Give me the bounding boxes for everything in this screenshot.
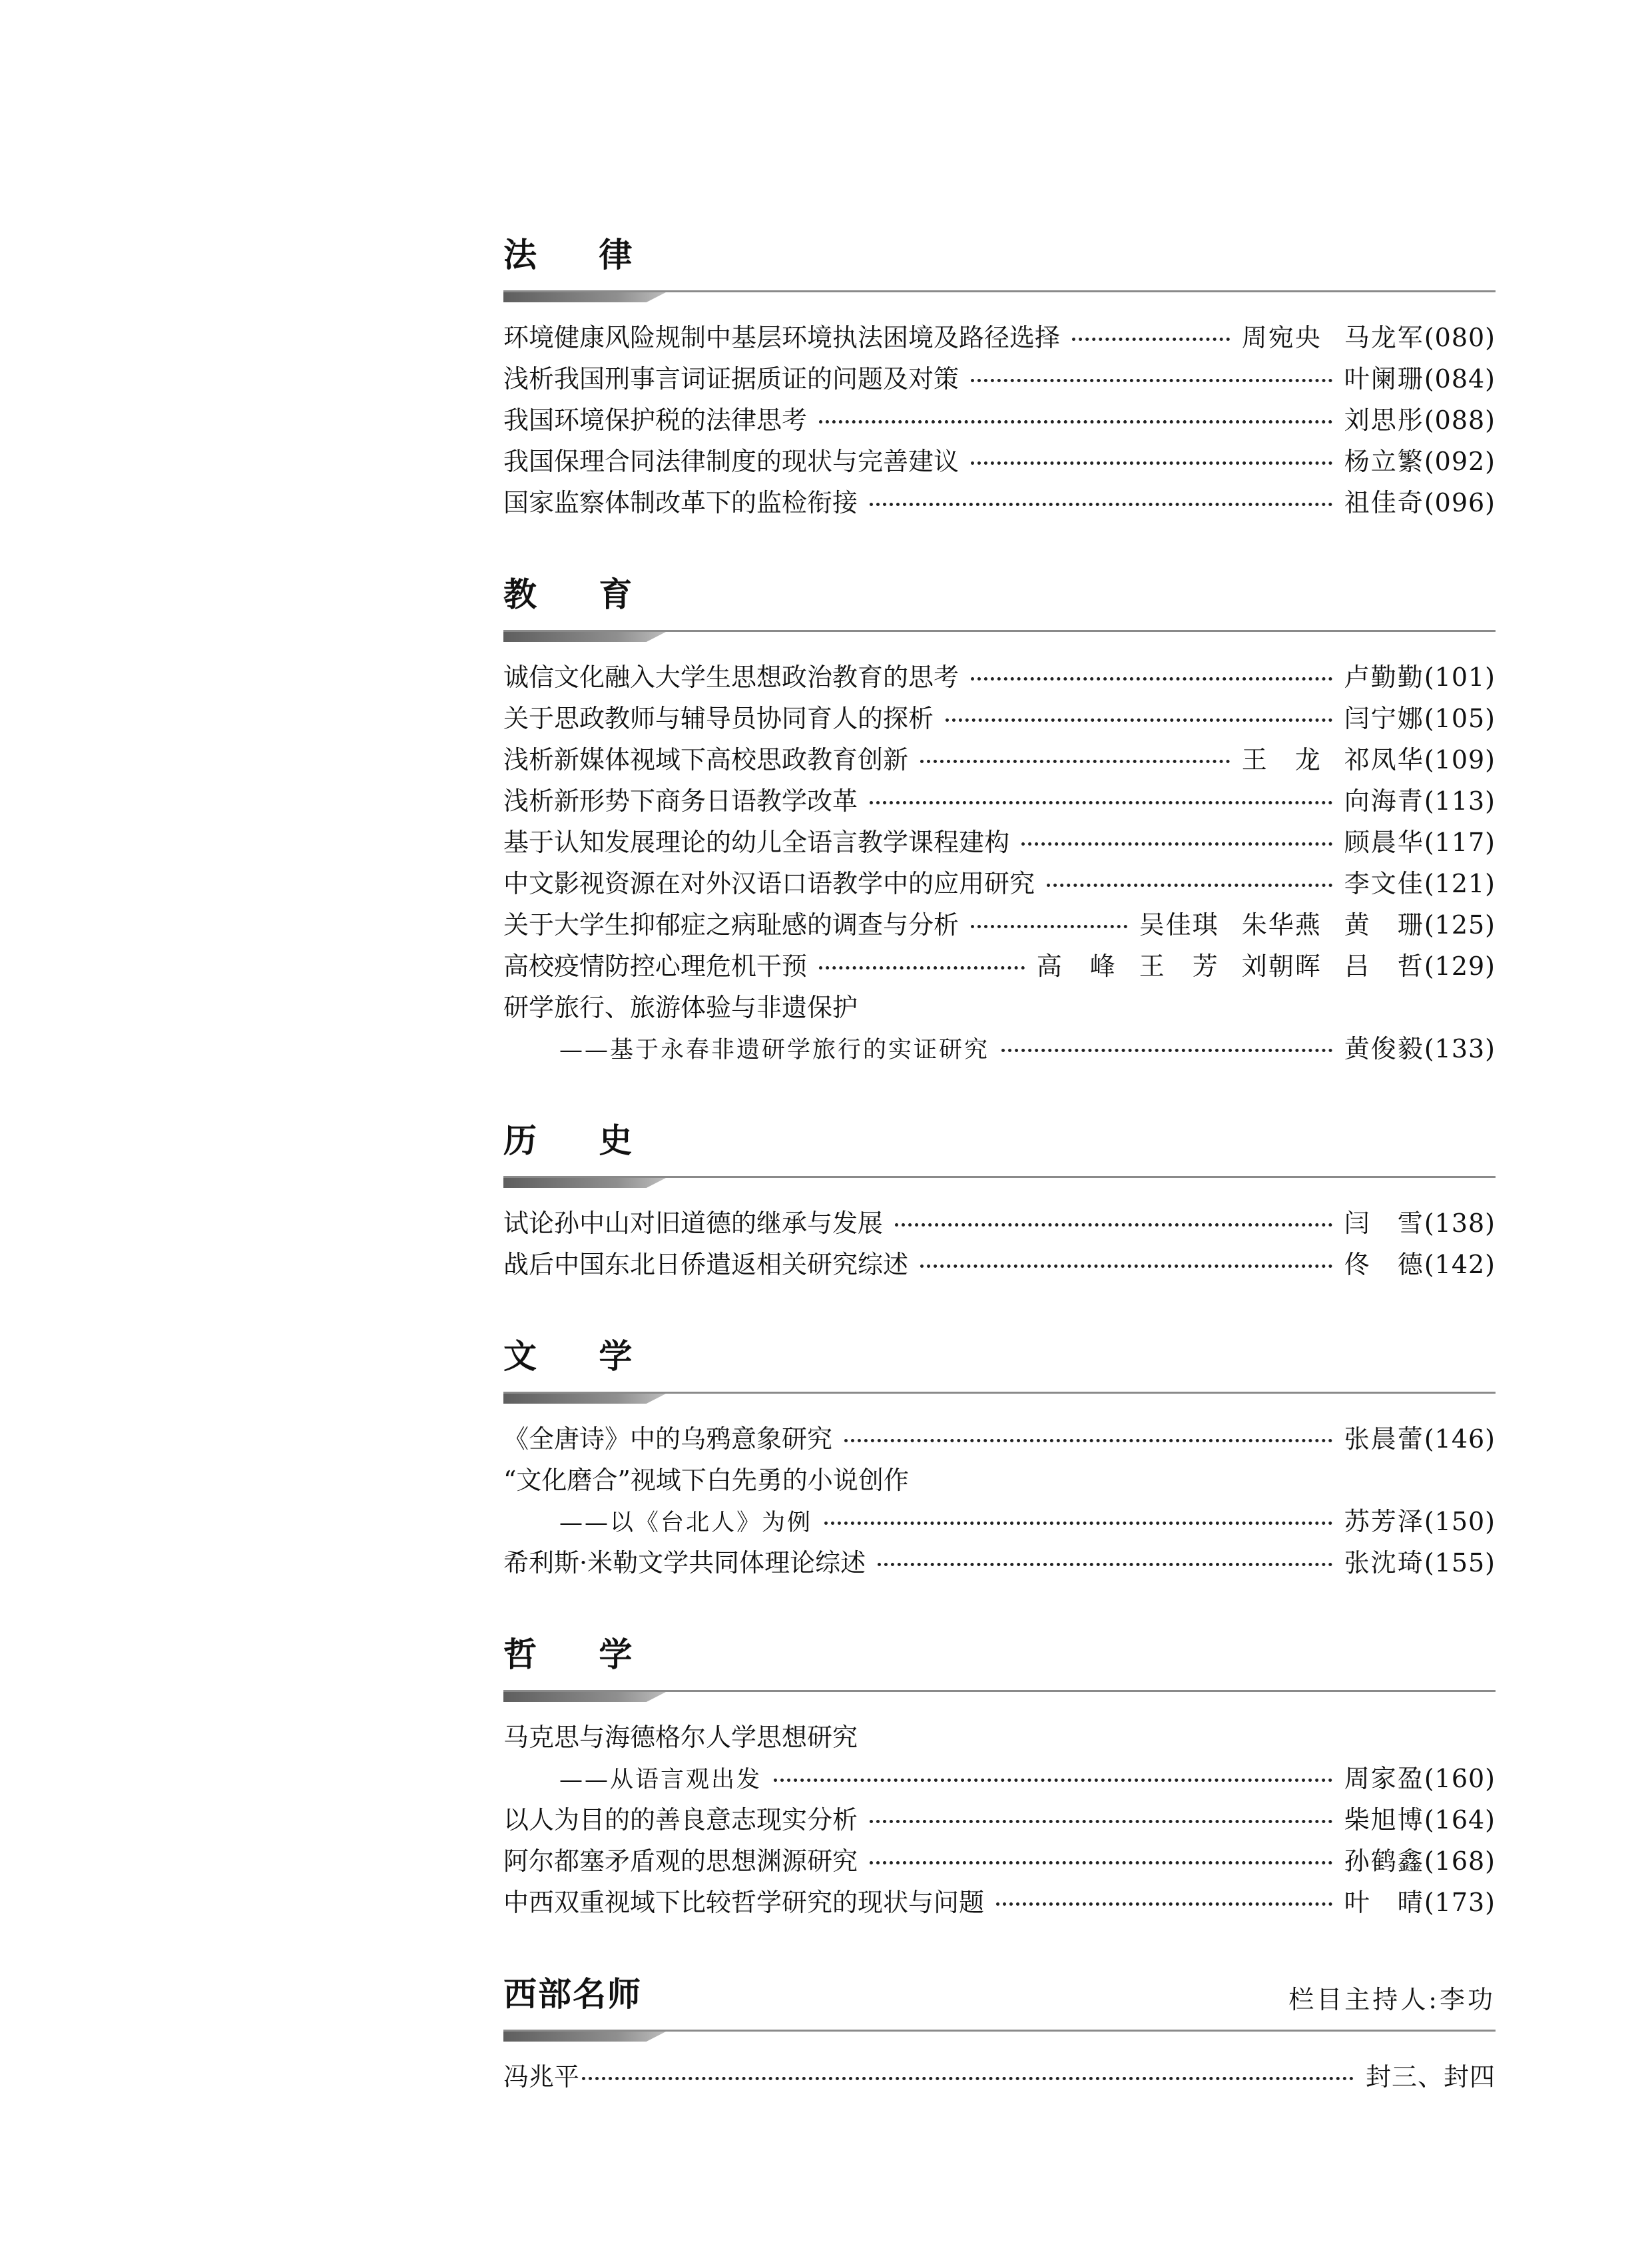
entry-authors [1139,904,1424,941]
author-name: 张沈琦 [1344,1548,1424,1577]
dot-leader [1047,884,1332,887]
entry-authors [1344,780,1424,817]
dot-leader [946,718,1332,722]
entry-title: 以人为目的的善良意志现实分析 [503,1805,858,1834]
entry-authors [1344,1799,1424,1836]
entry-authors [1344,1882,1424,1918]
section-header [503,1626,1496,1714]
entry-title: 希利斯·米勒文学共同体理论综述 [503,1548,866,1577]
dot-leader [582,2077,1354,2080]
page-number: (168) [1424,1846,1496,1876]
entry-subtitle: ——从语言观出发 [559,1767,762,1793]
author-name: 张晨蕾 [1344,1424,1424,1454]
section-title: 哲 学 [503,1635,658,1674]
toc-entry[interactable] [503,1460,1496,1501]
toc-section [503,566,1496,1069]
entry-authors [1344,1542,1424,1579]
entry-title: 高校疫情防控心理危机干预 [503,952,808,981]
entry-list [503,1717,1496,1923]
page-number: (113) [1424,786,1496,816]
toc-entry[interactable] [503,863,1496,904]
toc-entry[interactable] [503,904,1496,946]
toc-entry[interactable] [503,1758,1496,1799]
dot-leader [1021,842,1332,846]
dot-leader [895,1223,1332,1227]
author-name: 苏芳泽 [1344,1507,1424,1536]
author-name: 向海青 [1344,786,1424,816]
section-title: 历 史 [503,1121,658,1160]
section-band [503,1692,666,1702]
page-number: (155) [1424,1548,1496,1577]
page-number: (142) [1424,1250,1496,1279]
section-header [503,1328,1496,1416]
dot-leader [971,925,1127,928]
page-number: (129) [1424,952,1496,981]
author-name: 周宛央 [1241,323,1322,352]
section-band [503,292,666,302]
dot-leader [870,801,1332,804]
toc-entry[interactable] [503,987,1496,1028]
section-title: 文 学 [503,1337,658,1376]
section-rule [503,1176,1496,1178]
toc-entry[interactable] [503,739,1496,780]
author-name: 李文佳 [1344,869,1424,898]
dot-leader [824,1522,1332,1525]
entry-authors [1344,1418,1424,1455]
author-name: 吕 哲 [1344,952,1424,981]
dot-leader [971,677,1332,681]
entry-list [503,657,1496,1069]
page-number: (121) [1424,869,1496,898]
author-name: 顾晨华 [1344,828,1424,857]
toc-entry[interactable] [503,1840,1496,1882]
page-number: (125) [1424,910,1496,940]
entry-title: 环境健康风险规制中基层环境执法困境及路径选择 [503,323,1061,352]
entry-authors [1344,1244,1424,1280]
section-title: 教 育 [503,575,658,614]
toc-section [503,1328,1496,1583]
entry-authors [1344,441,1424,477]
entry-authors [1344,482,1424,519]
entry-title: 关于大学生抑郁症之病耻感的调查与分析 [503,910,960,940]
author-name: 叶阑珊 [1344,364,1424,394]
entry-title: 阿尔都塞矛盾观的思想渊源研究 [503,1846,858,1876]
entry-authors [1242,317,1424,354]
dot-leader [1072,338,1230,341]
section-band [503,1178,666,1188]
author-name: 卢勤勤 [1344,663,1424,692]
author-name: 黄俊毅 [1344,1034,1424,1063]
toc-section [503,1966,1496,2098]
author-name: 祖佳奇 [1344,488,1424,517]
page-number: (173) [1424,1888,1496,1917]
page-number: (092) [1424,447,1496,476]
entry-list [503,1203,1496,1285]
entry-list [503,1418,1496,1583]
dot-leader [971,379,1332,382]
author-name: 黄 珊 [1344,910,1424,940]
page-number: 封三、封四 [1365,2062,1496,2092]
entry-title: 冯兆平 [503,2062,580,2092]
entry-subtitle: ——基于永春非遗研学旅行的实证研究 [559,1037,990,1063]
dot-leader [920,760,1230,763]
toc-entry[interactable] [503,317,1496,358]
page-number: (101) [1424,663,1496,692]
page-number: (150) [1424,1507,1496,1536]
author-name: 高 峰 [1036,952,1117,981]
entry-title: 国家监察体制改革下的监检衔接 [503,488,858,517]
author-name: 闫 雪 [1344,1209,1424,1238]
entry-title: “文化磨合”视域下白先勇的小说创作 [503,1466,909,1495]
dot-leader [1001,1049,1332,1052]
dot-leader [971,461,1332,465]
section-rule [503,290,1496,292]
dot-leader [819,420,1332,423]
entry-authors [1344,863,1424,900]
dot-leader [996,1902,1332,1906]
entry-authors [1242,739,1424,776]
section-rule [503,2030,1496,2032]
toc-entry[interactable] [503,400,1496,441]
toc-entry[interactable] [503,2056,1496,2098]
page-number: (117) [1424,828,1496,857]
page-number: (138) [1424,1209,1496,1238]
toc-section [503,1626,1496,1923]
page-number: (164) [1424,1805,1496,1834]
author-name: 朱华燕 [1241,910,1322,940]
entry-authors [1344,1840,1424,1877]
page-number: (096) [1424,488,1496,517]
dot-leader [870,1861,1332,1864]
toc-entry[interactable] [503,1542,1496,1583]
entry-authors [1344,1028,1424,1065]
toc-entry[interactable] [503,1882,1496,1923]
section-band [503,2032,666,2042]
page-number: (146) [1424,1424,1496,1454]
entry-title: 研学旅行、旅游体验与非遗保护 [503,993,858,1022]
entry-title: 基于认知发展理论的幼儿全语言教学课程建构 [503,828,1010,857]
toc-entry[interactable] [503,1717,1496,1758]
entry-title: 马克思与海德格尔人学思想研究 [503,1723,858,1752]
toc-entry[interactable] [503,358,1496,400]
dot-leader [774,1779,1332,1782]
entry-title: 中西双重视域下比较哲学研究的现状与问题 [503,1888,985,1917]
toc-entry[interactable] [503,822,1496,863]
author-name: 孙鹤鑫 [1344,1846,1424,1876]
toc-entry[interactable] [503,1244,1496,1285]
entry-title: 浅析我国刑事言词证据质证的问题及对策 [503,364,960,394]
section-header [503,226,1496,314]
toc-section [503,1112,1496,1285]
toc-entry[interactable] [503,657,1496,698]
author-name: 吴佳琪 [1139,910,1219,940]
entry-title: 我国保理合同法律制度的现状与完善建议 [503,447,960,476]
toc-entry[interactable] [503,1501,1496,1542]
entry-title: 中文影视资源在对外汉语口语教学中的应用研究 [503,869,1035,898]
entry-title: 诚信文化融入大学生思想政治教育的思考 [503,663,960,692]
toc-entry[interactable] [503,441,1496,482]
author-name: 柴旭博 [1344,1805,1424,1834]
toc-entry[interactable] [503,1799,1496,1840]
toc-section [503,226,1496,523]
toc-entry[interactable] [503,946,1496,987]
author-name: 王 芳 [1139,952,1219,981]
toc-entry[interactable] [503,698,1496,739]
entry-title: 浅析新形势下商务日语教学改革 [503,786,858,816]
entry-subtitle: ——以《台北人》为例 [559,1510,813,1536]
author-name: 王 龙 [1241,745,1322,774]
entry-title: 《全唐诗》中的乌鸦意象研究 [503,1424,833,1454]
author-name: 周家盈 [1344,1764,1424,1793]
author-name: 杨立繁 [1344,447,1424,476]
section-title: 西部名师 [503,1975,642,2014]
author-name: 马龙军 [1344,323,1424,352]
toc-entry[interactable] [503,1203,1496,1244]
entry-authors [1344,358,1424,395]
toc-entry[interactable] [503,1028,1496,1069]
section-header [503,1112,1496,1200]
entry-authors [1037,946,1424,982]
entry-authors [1344,1203,1424,1239]
toc-entry[interactable] [503,1418,1496,1460]
entry-authors [1344,1758,1424,1795]
entry-list [503,317,1496,523]
entry-list [503,2056,1496,2098]
section-rule [503,1392,1496,1394]
author-name: 叶 晴 [1344,1888,1424,1917]
page-number: (160) [1424,1764,1496,1793]
section-band [503,1394,666,1404]
entry-authors [1344,822,1424,858]
entry-title: 试论孙中山对旧道德的继承与发展 [503,1209,884,1238]
dot-leader [870,1820,1332,1823]
author-name: 刘朝晖 [1241,952,1322,981]
entry-title: 我国环境保护税的法律思考 [503,406,808,435]
entry-authors [1344,1501,1424,1538]
section-header [503,1966,1496,2054]
entry-title: 关于思政教师与辅导员协同育人的探析 [503,704,934,733]
dot-leader [920,1264,1332,1268]
page-number: (105) [1424,704,1496,733]
page-number: (084) [1424,364,1496,394]
table-of-contents [503,226,1496,2140]
section-host: 栏目主持人:李功 [1288,1985,1496,2014]
page-number: (133) [1424,1034,1496,1063]
dot-leader [844,1439,1332,1442]
entry-authors [1344,657,1424,693]
page-number: (088) [1424,406,1496,435]
author-name: 闫宁娜 [1344,704,1424,733]
author-name: 佟 德 [1344,1250,1424,1279]
entry-title: 浅析新媒体视域下高校思政教育创新 [503,745,909,774]
author-name: 祁凤华 [1344,745,1424,774]
section-header [503,566,1496,654]
section-title: 法 律 [503,236,658,274]
page-number: (080) [1424,323,1496,352]
section-rule [503,1690,1496,1692]
section-band [503,632,666,642]
page-number: (109) [1424,745,1496,774]
entry-title: 战后中国东北日侨遣返相关研究综述 [503,1250,909,1279]
toc-entry[interactable] [503,780,1496,822]
entry-authors [1344,698,1424,734]
toc-entry[interactable] [503,482,1496,523]
dot-leader [878,1563,1332,1566]
entry-authors [1344,400,1424,436]
section-rule [503,630,1496,632]
dot-leader [819,966,1025,970]
author-name: 刘思彤 [1344,406,1424,435]
dot-leader [870,503,1332,506]
